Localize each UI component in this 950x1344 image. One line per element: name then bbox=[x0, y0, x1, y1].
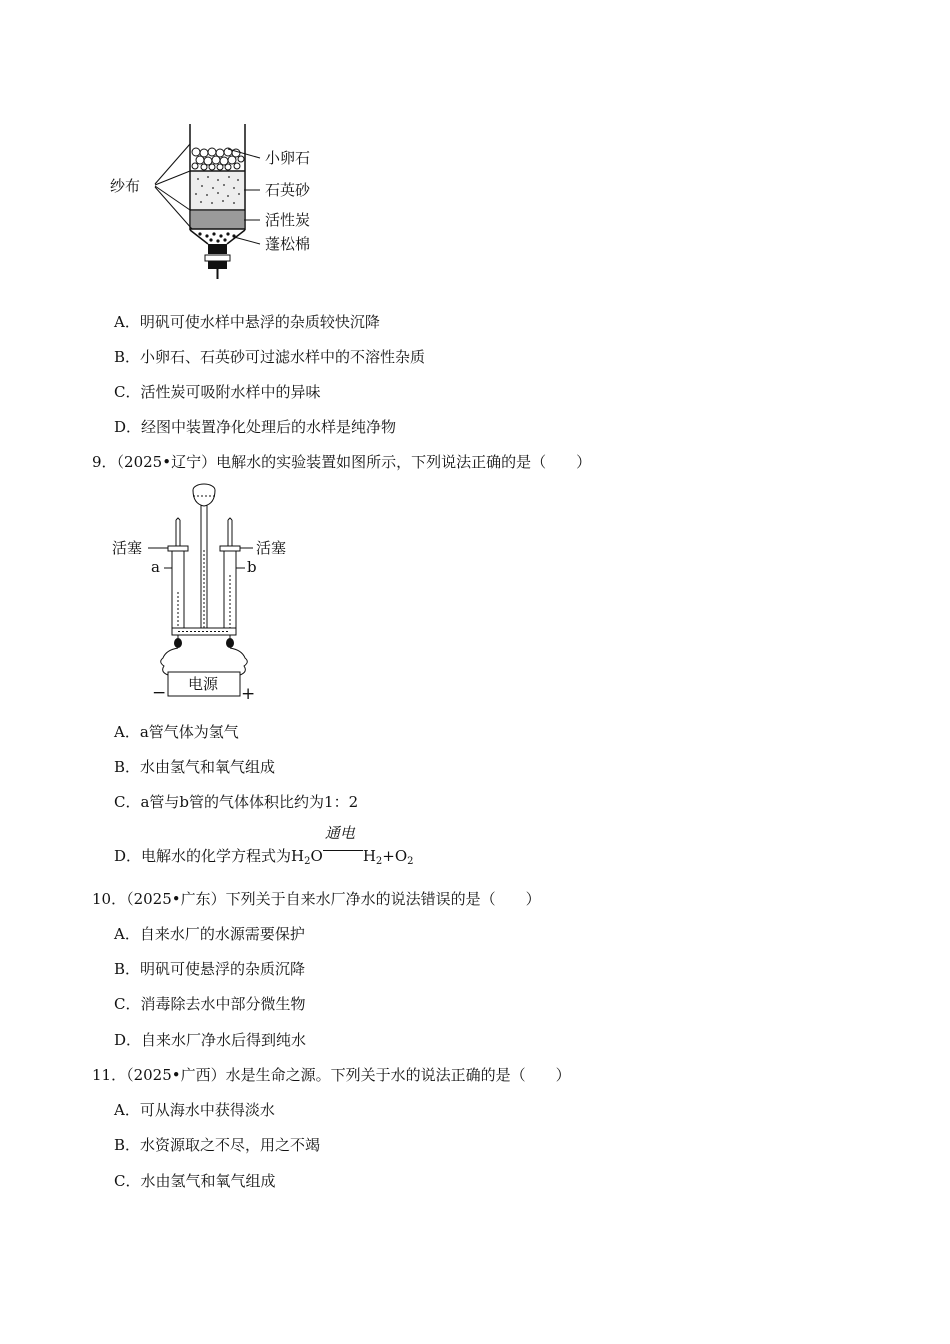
option-letter: C． bbox=[114, 383, 141, 401]
equation-condition bbox=[323, 824, 363, 861]
equation-reactant: $H_2O$ bbox=[291, 847, 323, 867]
q10-option-a[interactable] bbox=[114, 924, 305, 944]
label-cotton: 蓬松棉 bbox=[265, 235, 311, 253]
q8-option-c[interactable] bbox=[114, 382, 321, 402]
q11-option-b[interactable] bbox=[114, 1135, 320, 1155]
q11-option-a[interactable] bbox=[114, 1100, 275, 1120]
water-filter-figure bbox=[108, 122, 338, 282]
option-text: 水资源取之不尽，用之不竭 bbox=[140, 1136, 321, 1154]
rubber-stopper bbox=[208, 244, 227, 254]
q10-option-b[interactable] bbox=[114, 959, 305, 979]
carbon-layer bbox=[191, 211, 244, 229]
stopcock-right-label: 活塞 bbox=[256, 539, 287, 557]
option-letter: D． bbox=[114, 418, 142, 436]
option-text: 水由氢气和氧气组成 bbox=[140, 758, 276, 776]
plus-sign: + bbox=[241, 684, 256, 704]
q11-option-c[interactable] bbox=[114, 1171, 276, 1191]
option-text: 明矾可使悬浮的杂质沉降 bbox=[140, 960, 306, 978]
option-letter: D． bbox=[114, 1031, 142, 1049]
option-letter: A． bbox=[114, 723, 140, 741]
condition-label: 通电 bbox=[324, 824, 355, 842]
option-text: 经图中装置净化处理后的水样是纯净物 bbox=[141, 418, 397, 436]
q8-option-b[interactable] bbox=[114, 347, 425, 367]
label-carbon: 活性炭 bbox=[265, 211, 311, 229]
option-text: 消毒除去水中部分微生物 bbox=[140, 995, 306, 1013]
q8-option-d[interactable] bbox=[114, 417, 396, 437]
option-text: 活性炭可吸附水样中的异味 bbox=[140, 383, 321, 401]
sand-layer bbox=[191, 172, 244, 209]
option-text: 明矾可使水样中悬浮的杂质较快沉降 bbox=[139, 313, 380, 331]
q9-option-c[interactable] bbox=[114, 792, 358, 812]
label-cloth: 纱布 bbox=[110, 177, 141, 195]
option-letter: C． bbox=[114, 1172, 141, 1190]
equation-products: $H_2+O_2$ bbox=[362, 847, 414, 867]
option-letter: C． bbox=[114, 995, 141, 1013]
label-sand: 石英砂 bbox=[265, 181, 311, 199]
electrolysis-apparatus-figure bbox=[108, 480, 298, 705]
option-letter: A． bbox=[114, 313, 140, 331]
q10-option-c[interactable] bbox=[114, 994, 306, 1014]
tube-a-label: a bbox=[151, 558, 160, 576]
option-letter: B． bbox=[114, 960, 141, 978]
minus-sign: − bbox=[152, 683, 167, 703]
option-letter: C． bbox=[114, 793, 141, 811]
option-letter: A． bbox=[114, 925, 140, 943]
q10-stem: 10．（2025•广东）下列关于自来水厂净水的说法错误的是（ ） bbox=[92, 890, 541, 908]
option-text: a管与b管的气体体积比约为1：2 bbox=[140, 793, 359, 811]
option-text: 可从海水中获得淡水 bbox=[139, 1101, 275, 1119]
option-letter: B． bbox=[114, 348, 141, 366]
option-text: 自来水厂净水后得到纯水 bbox=[141, 1031, 307, 1049]
q8-option-a[interactable] bbox=[114, 312, 380, 332]
q9-option-a[interactable] bbox=[114, 722, 239, 742]
stopcock-left-label: 活塞 bbox=[112, 539, 143, 557]
option-letter: B． bbox=[114, 1136, 141, 1154]
option-letter: A． bbox=[114, 1101, 140, 1119]
option-text: a管气体为氢气 bbox=[139, 723, 239, 741]
option-letter: B． bbox=[114, 758, 141, 776]
option-text: 小卵石、石英砂可过滤水样中的不溶性杂质 bbox=[140, 348, 426, 366]
option-text: 水由氢气和氧气组成 bbox=[140, 1172, 276, 1190]
q10-option-d[interactable] bbox=[114, 1030, 306, 1050]
q9-option-d[interactable] bbox=[114, 824, 414, 872]
label-pebbles: 小卵石 bbox=[265, 149, 311, 167]
q11-stem: 11．（2025•广西）水是生命之源。下列关于水的说法正确的是（ ） bbox=[92, 1066, 571, 1084]
option-letter: D． bbox=[114, 847, 142, 865]
option-text: 电解水的化学方程式为 bbox=[141, 847, 292, 865]
q9-option-b[interactable] bbox=[114, 757, 275, 777]
power-label: 电源 bbox=[188, 675, 219, 693]
option-text: 自来水厂的水源需要保护 bbox=[139, 925, 305, 943]
tube-b-label: b bbox=[247, 558, 257, 576]
q9-stem: 9．（2025•辽宁）电解水的实验装置如图所示，下列说法正确的是（ ） bbox=[92, 453, 592, 471]
